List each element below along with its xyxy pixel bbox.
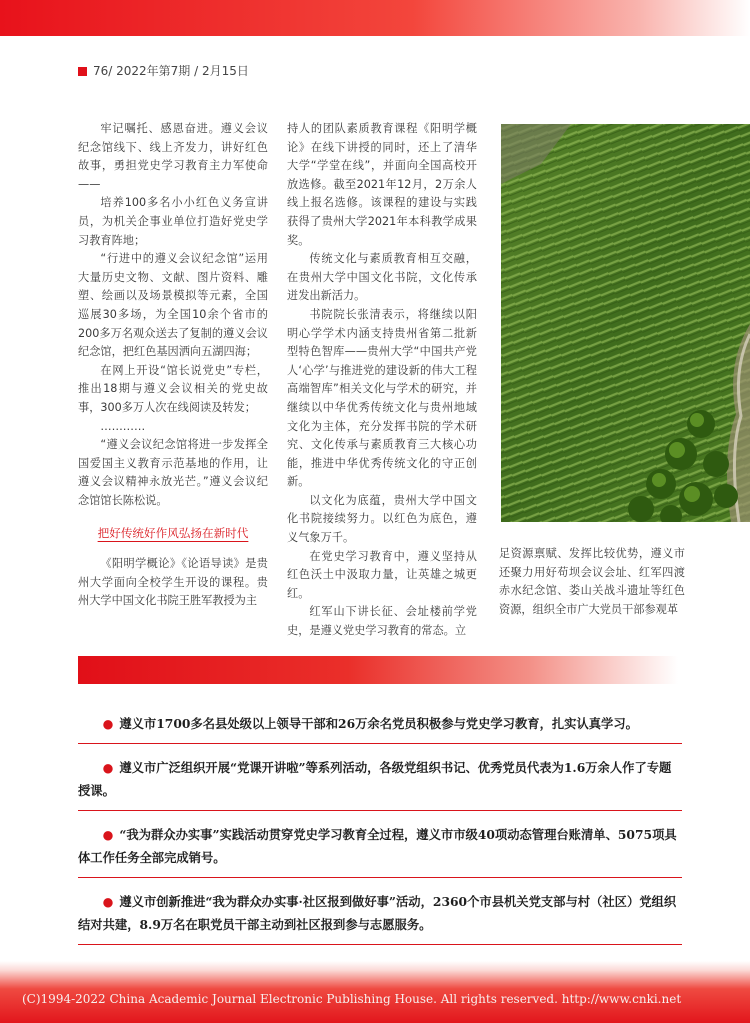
bullet-dot-icon: ● xyxy=(102,827,114,842)
paragraph: 在党史学习教育中，遵义坚持从红色沃土中汲取力量，让英雄之城更红。 xyxy=(287,549,477,600)
paragraph: 书院院长张清表示，将继续以阳明心学学术内涵支持贵州省第二批新型特色智库——贵州大学“中国共产党人‘心学’与推进党的建设新的伟大工程高端智库”相关文化与学术的研究，并继续以中华优秀传统文化与贵州地域文化为主体，充分发挥书院的学术研究、文化传承与素质教育三大核心功能，推进中华优秀传统文化的守正创新。 xyxy=(287,307,477,489)
highlight-item: ● 遵义市1700多名县处级以上领导干部和26万余名党员积极参与党史学习教育，扎实认真学习。 xyxy=(78,708,682,744)
highlight-item: ● 遵义市广泛组织开展“党课开讲啦”等系列活动，各级党组织书记、优秀党员代表为1.6万余人作了专题授课。 xyxy=(78,752,682,811)
highlight-item: ● “我为群众办实事”实践活动贯穿党史学习教育全过程，遵义市市级40项动态管理台账清单、5075项具体工作任务全部完成销号。 xyxy=(78,819,682,878)
highlights-list xyxy=(78,708,682,953)
paragraph: 牢记嘱托、感恩奋进。遵义会议纪念馆线下、线上齐发力，讲好红色故事，勇担党史学习教育主力军使命—— xyxy=(78,122,268,191)
paragraph: 持人的团队素质教育课程《阳明学概论》在线下讲授的同时，还上了清华大学“学堂在线”，并面向全国高校开放选修。截至2021年12月，2万余人线上报名选修。该课程的建设与实践获得了贵州大学2021年本科教学成果奖。 xyxy=(287,122,477,247)
paragraph: 以文化为底蕴，贵州大学中国文化书院接续努力。以红色为底色，遵义气象万千。 xyxy=(287,493,477,545)
bullet-dot-icon: ● xyxy=(102,760,114,775)
page-header xyxy=(78,62,249,79)
paragraph: 培养100多名小小红色义务宣讲员，为机关企事业单位打造好党史学习教育阵地； xyxy=(78,196,268,247)
article-column-2 xyxy=(287,120,477,641)
paragraph: 足资源禀赋、发挥比较优势，遵义市还聚力用好苟坝会议会址、红军四渡赤水纪念馆、娄山关战斗遗址等红色资源，组织全市广大党员干部参观革 xyxy=(499,547,685,616)
bullet-dot-icon: ● xyxy=(102,894,114,909)
paragraph: “遵义会议纪念馆将进一步发挥全国爱国主义教育示范基地的作用，让遵义会议精神永放光芒。”遵义会议纪念馆馆长陈松说。 xyxy=(78,438,268,507)
paragraph: ………… xyxy=(100,419,146,433)
paragraph: 在网上开设“馆长说党史”专栏，推出18期与遵义会议相关的党史故事，300多万人次在线阅读及转发； xyxy=(78,363,268,414)
paragraph: 《阳明学概论》《论语导读》是贵州大学面向全校学生开设的课程。贵州大学中国文化书院王胜军教授为主 xyxy=(78,557,268,608)
highlight-red-band xyxy=(78,656,678,684)
section-subheading: 把好传统好作风弘扬在新时代 xyxy=(97,526,249,541)
header-square-icon xyxy=(78,67,87,76)
top-red-band xyxy=(0,0,750,36)
paragraph: 传统文化与素质教育相互交融，在贵州大学中国文化书院，文化传承迸发出新活力。 xyxy=(287,252,477,303)
terraced-tea-field-photo xyxy=(501,124,750,522)
bullet-dot-icon: ● xyxy=(102,716,114,731)
article-column-1 xyxy=(78,120,268,611)
article-column-3 xyxy=(499,545,685,619)
page-info: 76/ 2022年第7期 / 2月15日 xyxy=(93,64,249,78)
paragraph: “行进中的遵义会议纪念馆”运用大量历史文物、文献、图片资料、雕塑、绘画以及场景模拟等元素，全国巡展30多场，为全国10余个省市的200多万名观众送去了复制的遵义会议纪念馆，把红色基因洒向五湖四海； xyxy=(78,252,268,359)
highlight-item: ● 遵义市创新推进“我为群众办实事·社区报到做好事”活动，2360个市县机关党支部与村（社区）党组织结对共建，8.9万名在职党员干部主动到社区报到参与志愿服务。 xyxy=(78,886,682,945)
paragraph: 红军山下讲长征、会址楼前学党史，是遵义党史学习教育的常态。立 xyxy=(287,605,477,638)
copyright-notice: (C)1994-2022 China Academic Journal Electronic Publishing House. All rights reserved. http://www.cnki.net xyxy=(22,992,682,1006)
